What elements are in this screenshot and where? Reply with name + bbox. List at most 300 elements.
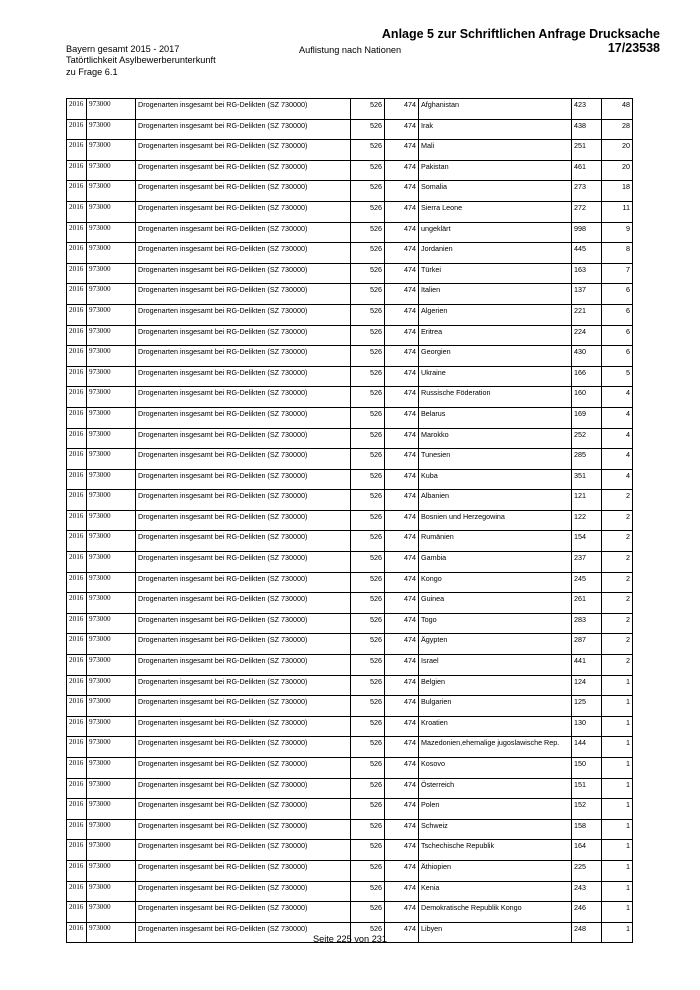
cell-total-cases: 526 <box>351 634 385 655</box>
cell-description: Drogenarten insgesamt bei RG-Delikten (SZ 730000) <box>136 346 351 367</box>
cell-nationality-code: 150 <box>572 758 602 779</box>
cell-nationality-code: 124 <box>572 675 602 696</box>
table-row <box>67 160 633 181</box>
cell-solved-cases: 474 <box>385 819 419 840</box>
cell-nationality-code: 283 <box>572 613 602 634</box>
cell-solved-cases: 474 <box>385 531 419 552</box>
table-row <box>67 778 633 799</box>
cell-description: Drogenarten insgesamt bei RG-Delikten (SZ 730000) <box>136 593 351 614</box>
cell-description: Drogenarten insgesamt bei RG-Delikten (SZ 730000) <box>136 675 351 696</box>
cell-year: 2016 <box>67 696 87 717</box>
cell-year: 2016 <box>67 490 87 511</box>
cell-nationality: Kuba <box>419 469 572 490</box>
cell-solved-cases: 474 <box>385 716 419 737</box>
cell-description: Drogenarten insgesamt bei RG-Delikten (SZ 730000) <box>136 552 351 573</box>
table-row <box>67 469 633 490</box>
cell-nationality-code: 261 <box>572 593 602 614</box>
cell-solved-cases: 474 <box>385 387 419 408</box>
cell-year: 2016 <box>67 881 87 902</box>
cell-total-cases: 526 <box>351 840 385 861</box>
cell-description: Drogenarten insgesamt bei RG-Delikten (SZ 730000) <box>136 304 351 325</box>
cell-description: Drogenarten insgesamt bei RG-Delikten (SZ 730000) <box>136 119 351 140</box>
cell-suspect-count: 48 <box>602 99 633 120</box>
cell-year: 2016 <box>67 201 87 222</box>
cell-nationality: Russische Föderation <box>419 387 572 408</box>
cell-nationality: Mazedonien,ehemalige jugoslawische Rep. <box>419 737 572 758</box>
cell-suspect-count: 1 <box>602 778 633 799</box>
cell-year: 2016 <box>67 449 87 470</box>
cell-description: Drogenarten insgesamt bei RG-Delikten (SZ 730000) <box>136 428 351 449</box>
cell-suspect-count: 4 <box>602 428 633 449</box>
cell-offense-code: 973000 <box>87 922 136 943</box>
cell-total-cases: 526 <box>351 902 385 923</box>
cell-nationality-code: 152 <box>572 799 602 820</box>
cell-nationality-code: 438 <box>572 119 602 140</box>
table-row <box>67 428 633 449</box>
cell-nationality: Bulgarien <box>419 696 572 717</box>
cell-year: 2016 <box>67 325 87 346</box>
cell-description: Drogenarten insgesamt bei RG-Delikten (SZ 730000) <box>136 449 351 470</box>
cell-solved-cases: 474 <box>385 284 419 305</box>
cell-nationality: Guinea <box>419 593 572 614</box>
cell-year: 2016 <box>67 510 87 531</box>
cell-total-cases: 526 <box>351 325 385 346</box>
cell-year: 2016 <box>67 428 87 449</box>
cell-nationality-code: 237 <box>572 552 602 573</box>
cell-total-cases: 526 <box>351 572 385 593</box>
cell-year: 2016 <box>67 552 87 573</box>
cell-description: Drogenarten insgesamt bei RG-Delikten (SZ 730000) <box>136 778 351 799</box>
cell-solved-cases: 474 <box>385 902 419 923</box>
cell-suspect-count: 2 <box>602 531 633 552</box>
cell-offense-code: 973000 <box>87 902 136 923</box>
meta-line-question: zu Frage 6.1 <box>66 66 118 77</box>
cell-solved-cases: 474 <box>385 860 419 881</box>
cell-total-cases: 526 <box>351 181 385 202</box>
cell-nationality-code: 166 <box>572 366 602 387</box>
cell-year: 2016 <box>67 140 87 161</box>
cell-year: 2016 <box>67 222 87 243</box>
cell-nationality: Israel <box>419 655 572 676</box>
cell-nationality-code: 248 <box>572 922 602 943</box>
cell-solved-cases: 474 <box>385 366 419 387</box>
table-row <box>67 510 633 531</box>
cell-solved-cases: 474 <box>385 407 419 428</box>
table-row <box>67 387 633 408</box>
cell-solved-cases: 474 <box>385 572 419 593</box>
cell-offense-code: 973000 <box>87 449 136 470</box>
cell-nationality: Marokko <box>419 428 572 449</box>
cell-total-cases: 526 <box>351 737 385 758</box>
cell-total-cases: 526 <box>351 490 385 511</box>
cell-total-cases: 526 <box>351 160 385 181</box>
cell-description: Drogenarten insgesamt bei RG-Delikten (SZ 730000) <box>136 469 351 490</box>
table-row <box>67 119 633 140</box>
cell-nationality-code: 287 <box>572 634 602 655</box>
cell-suspect-count: 18 <box>602 181 633 202</box>
document-title: Anlage 5 zur Schriftlichen Anfrage Drucksache 17/23538 <box>381 27 660 55</box>
cell-nationality: Algerien <box>419 304 572 325</box>
table-row <box>67 99 633 120</box>
cell-suspect-count: 4 <box>602 387 633 408</box>
cell-offense-code: 973000 <box>87 510 136 531</box>
nationality-table <box>66 98 633 943</box>
cell-total-cases: 526 <box>351 552 385 573</box>
cell-nationality: Österreich <box>419 778 572 799</box>
cell-offense-code: 973000 <box>87 243 136 264</box>
cell-suspect-count: 9 <box>602 222 633 243</box>
cell-nationality-code: 158 <box>572 819 602 840</box>
cell-year: 2016 <box>67 572 87 593</box>
table-row <box>67 284 633 305</box>
cell-description: Drogenarten insgesamt bei RG-Delikten (SZ 730000) <box>136 840 351 861</box>
cell-solved-cases: 474 <box>385 552 419 573</box>
cell-solved-cases: 474 <box>385 613 419 634</box>
cell-nationality: Albanien <box>419 490 572 511</box>
table-row <box>67 552 633 573</box>
cell-nationality: Türkei <box>419 263 572 284</box>
cell-solved-cases: 474 <box>385 346 419 367</box>
cell-suspect-count: 1 <box>602 716 633 737</box>
cell-nationality-code: 252 <box>572 428 602 449</box>
cell-year: 2016 <box>67 860 87 881</box>
cell-offense-code: 973000 <box>87 881 136 902</box>
cell-suspect-count: 2 <box>602 593 633 614</box>
cell-description: Drogenarten insgesamt bei RG-Delikten (SZ 730000) <box>136 902 351 923</box>
cell-description: Drogenarten insgesamt bei RG-Delikten (SZ 730000) <box>136 758 351 779</box>
cell-nationality-code: 351 <box>572 469 602 490</box>
cell-total-cases: 526 <box>351 387 385 408</box>
cell-year: 2016 <box>67 655 87 676</box>
cell-suspect-count: 4 <box>602 469 633 490</box>
cell-nationality-code: 169 <box>572 407 602 428</box>
cell-nationality: Tschechische Republik <box>419 840 572 861</box>
cell-total-cases: 526 <box>351 346 385 367</box>
cell-nationality: Mali <box>419 140 572 161</box>
cell-description: Drogenarten insgesamt bei RG-Delikten (SZ 730000) <box>136 201 351 222</box>
cell-suspect-count: 4 <box>602 407 633 428</box>
cell-suspect-count: 2 <box>602 655 633 676</box>
cell-total-cases: 526 <box>351 243 385 264</box>
table-row <box>67 737 633 758</box>
cell-year: 2016 <box>67 263 87 284</box>
cell-total-cases: 526 <box>351 140 385 161</box>
cell-year: 2016 <box>67 346 87 367</box>
table-row <box>67 696 633 717</box>
cell-solved-cases: 474 <box>385 140 419 161</box>
cell-total-cases: 526 <box>351 593 385 614</box>
cell-description: Drogenarten insgesamt bei RG-Delikten (SZ 730000) <box>136 222 351 243</box>
cell-total-cases: 526 <box>351 675 385 696</box>
cell-year: 2016 <box>67 675 87 696</box>
cell-suspect-count: 2 <box>602 572 633 593</box>
cell-nationality: Irak <box>419 119 572 140</box>
cell-description: Drogenarten insgesamt bei RG-Delikten (SZ 730000) <box>136 655 351 676</box>
cell-description: Drogenarten insgesamt bei RG-Delikten (SZ 730000) <box>136 696 351 717</box>
cell-nationality: ungeklärt <box>419 222 572 243</box>
cell-nationality-code: 251 <box>572 140 602 161</box>
cell-total-cases: 526 <box>351 201 385 222</box>
cell-year: 2016 <box>67 613 87 634</box>
table-row <box>67 593 633 614</box>
cell-offense-code: 973000 <box>87 840 136 861</box>
cell-nationality-code: 461 <box>572 160 602 181</box>
cell-suspect-count: 2 <box>602 552 633 573</box>
cell-offense-code: 973000 <box>87 613 136 634</box>
cell-solved-cases: 474 <box>385 449 419 470</box>
cell-offense-code: 973000 <box>87 490 136 511</box>
cell-solved-cases: 474 <box>385 634 419 655</box>
cell-description: Drogenarten insgesamt bei RG-Delikten (SZ 730000) <box>136 531 351 552</box>
cell-solved-cases: 474 <box>385 840 419 861</box>
cell-total-cases: 526 <box>351 778 385 799</box>
cell-offense-code: 973000 <box>87 99 136 120</box>
cell-total-cases: 526 <box>351 696 385 717</box>
cell-nationality-code: 272 <box>572 201 602 222</box>
cell-suspect-count: 1 <box>602 758 633 779</box>
cell-description: Drogenarten insgesamt bei RG-Delikten (SZ 730000) <box>136 181 351 202</box>
cell-nationality: Belgien <box>419 675 572 696</box>
table-row <box>67 634 633 655</box>
cell-nationality: Libyen <box>419 922 572 943</box>
cell-solved-cases: 474 <box>385 119 419 140</box>
cell-suspect-count: 6 <box>602 346 633 367</box>
table-row <box>67 758 633 779</box>
cell-total-cases: 526 <box>351 366 385 387</box>
cell-suspect-count: 2 <box>602 510 633 531</box>
cell-nationality: Rumänien <box>419 531 572 552</box>
cell-nationality-code: 225 <box>572 860 602 881</box>
cell-suspect-count: 1 <box>602 902 633 923</box>
table-row <box>67 181 633 202</box>
cell-suspect-count: 28 <box>602 119 633 140</box>
cell-nationality: Belarus <box>419 407 572 428</box>
cell-description: Drogenarten insgesamt bei RG-Delikten (SZ 730000) <box>136 387 351 408</box>
cell-total-cases: 526 <box>351 655 385 676</box>
cell-year: 2016 <box>67 758 87 779</box>
table-row <box>67 449 633 470</box>
cell-offense-code: 973000 <box>87 346 136 367</box>
cell-total-cases: 526 <box>351 407 385 428</box>
cell-solved-cases: 474 <box>385 922 419 943</box>
cell-total-cases: 526 <box>351 510 385 531</box>
cell-nationality-code: 163 <box>572 263 602 284</box>
cell-nationality: Gambia <box>419 552 572 573</box>
cell-year: 2016 <box>67 634 87 655</box>
table-row <box>67 572 633 593</box>
cell-year: 2016 <box>67 243 87 264</box>
cell-suspect-count: 7 <box>602 263 633 284</box>
cell-offense-code: 973000 <box>87 819 136 840</box>
cell-suspect-count: 6 <box>602 325 633 346</box>
table-row <box>67 263 633 284</box>
cell-total-cases: 526 <box>351 222 385 243</box>
cell-suspect-count: 6 <box>602 304 633 325</box>
cell-suspect-count: 1 <box>602 881 633 902</box>
cell-description: Drogenarten insgesamt bei RG-Delikten (SZ 730000) <box>136 737 351 758</box>
table-row <box>67 304 633 325</box>
cell-offense-code: 973000 <box>87 696 136 717</box>
cell-year: 2016 <box>67 819 87 840</box>
table-row <box>67 531 633 552</box>
cell-description: Drogenarten insgesamt bei RG-Delikten (SZ 730000) <box>136 160 351 181</box>
cell-nationality-code: 998 <box>572 222 602 243</box>
cell-offense-code: 973000 <box>87 778 136 799</box>
cell-description: Drogenarten insgesamt bei RG-Delikten (SZ 730000) <box>136 366 351 387</box>
cell-suspect-count: 2 <box>602 490 633 511</box>
cell-offense-code: 973000 <box>87 140 136 161</box>
cell-nationality-code: 154 <box>572 531 602 552</box>
cell-solved-cases: 474 <box>385 737 419 758</box>
cell-nationality-code: 273 <box>572 181 602 202</box>
cell-nationality-code: 160 <box>572 387 602 408</box>
cell-nationality-code: 122 <box>572 510 602 531</box>
cell-offense-code: 973000 <box>87 572 136 593</box>
cell-suspect-count: 4 <box>602 449 633 470</box>
cell-nationality-code: 243 <box>572 881 602 902</box>
cell-nationality: Tunesien <box>419 449 572 470</box>
cell-nationality: Kosovo <box>419 758 572 779</box>
table-row <box>67 860 633 881</box>
cell-offense-code: 973000 <box>87 325 136 346</box>
table-row <box>67 819 633 840</box>
cell-nationality-code: 430 <box>572 346 602 367</box>
cell-offense-code: 973000 <box>87 181 136 202</box>
cell-total-cases: 526 <box>351 99 385 120</box>
cell-solved-cases: 474 <box>385 881 419 902</box>
cell-year: 2016 <box>67 407 87 428</box>
cell-nationality-code: 285 <box>572 449 602 470</box>
table-row <box>67 902 633 923</box>
cell-nationality: Kroatien <box>419 716 572 737</box>
cell-suspect-count: 1 <box>602 860 633 881</box>
cell-year: 2016 <box>67 387 87 408</box>
cell-nationality: Kongo <box>419 572 572 593</box>
cell-solved-cases: 474 <box>385 758 419 779</box>
table-body <box>67 99 633 943</box>
cell-year: 2016 <box>67 284 87 305</box>
cell-nationality: Ägypten <box>419 634 572 655</box>
cell-offense-code: 973000 <box>87 634 136 655</box>
table-row <box>67 799 633 820</box>
table-row <box>67 840 633 861</box>
cell-year: 2016 <box>67 778 87 799</box>
cell-nationality-code: 246 <box>572 902 602 923</box>
cell-description: Drogenarten insgesamt bei RG-Delikten (SZ 730000) <box>136 325 351 346</box>
cell-solved-cases: 474 <box>385 99 419 120</box>
cell-solved-cases: 474 <box>385 655 419 676</box>
cell-total-cases: 526 <box>351 531 385 552</box>
table-row <box>67 325 633 346</box>
cell-suspect-count: 20 <box>602 160 633 181</box>
cell-nationality-code: 130 <box>572 716 602 737</box>
cell-nationality: Jordanien <box>419 243 572 264</box>
table-row <box>67 490 633 511</box>
cell-description: Drogenarten insgesamt bei RG-Delikten (SZ 730000) <box>136 716 351 737</box>
table-row <box>67 613 633 634</box>
cell-nationality: Polen <box>419 799 572 820</box>
cell-suspect-count: 1 <box>602 675 633 696</box>
cell-nationality: Sierra Leone <box>419 201 572 222</box>
cell-solved-cases: 474 <box>385 799 419 820</box>
cell-total-cases: 526 <box>351 716 385 737</box>
cell-solved-cases: 474 <box>385 201 419 222</box>
table-row <box>67 201 633 222</box>
cell-description: Drogenarten insgesamt bei RG-Delikten (SZ 730000) <box>136 799 351 820</box>
cell-nationality-code: 151 <box>572 778 602 799</box>
cell-description: Drogenarten insgesamt bei RG-Delikten (SZ 730000) <box>136 490 351 511</box>
cell-nationality-code: 245 <box>572 572 602 593</box>
table-row <box>67 655 633 676</box>
cell-description: Drogenarten insgesamt bei RG-Delikten (SZ 730000) <box>136 140 351 161</box>
cell-year: 2016 <box>67 181 87 202</box>
cell-description: Drogenarten insgesamt bei RG-Delikten (SZ 730000) <box>136 881 351 902</box>
cell-nationality: Demokratische Republik Kongo <box>419 902 572 923</box>
table-row <box>67 140 633 161</box>
cell-nationality: Äthiopien <box>419 860 572 881</box>
cell-year: 2016 <box>67 160 87 181</box>
cell-year: 2016 <box>67 99 87 120</box>
cell-offense-code: 973000 <box>87 407 136 428</box>
cell-total-cases: 526 <box>351 449 385 470</box>
cell-description: Drogenarten insgesamt bei RG-Delikten (SZ 730000) <box>136 243 351 264</box>
cell-total-cases: 526 <box>351 819 385 840</box>
cell-solved-cases: 474 <box>385 243 419 264</box>
table-row <box>67 222 633 243</box>
cell-suspect-count: 20 <box>602 140 633 161</box>
cell-nationality: Somalia <box>419 181 572 202</box>
cell-offense-code: 973000 <box>87 222 136 243</box>
cell-suspect-count: 2 <box>602 613 633 634</box>
meta-line-scope: Bayern gesamt 2015 - 2017 <box>66 44 180 54</box>
cell-suspect-count: 11 <box>602 201 633 222</box>
cell-solved-cases: 474 <box>385 304 419 325</box>
cell-year: 2016 <box>67 593 87 614</box>
table-row <box>67 366 633 387</box>
cell-total-cases: 526 <box>351 428 385 449</box>
cell-total-cases: 526 <box>351 860 385 881</box>
cell-offense-code: 973000 <box>87 552 136 573</box>
cell-solved-cases: 474 <box>385 778 419 799</box>
cell-solved-cases: 474 <box>385 428 419 449</box>
cell-description: Drogenarten insgesamt bei RG-Delikten (SZ 730000) <box>136 860 351 881</box>
cell-solved-cases: 474 <box>385 181 419 202</box>
cell-offense-code: 973000 <box>87 655 136 676</box>
cell-nationality-code: 221 <box>572 304 602 325</box>
cell-year: 2016 <box>67 840 87 861</box>
cell-year: 2016 <box>67 922 87 943</box>
cell-year: 2016 <box>67 119 87 140</box>
cell-description: Drogenarten insgesamt bei RG-Delikten (SZ 730000) <box>136 922 351 943</box>
cell-offense-code: 973000 <box>87 737 136 758</box>
cell-offense-code: 973000 <box>87 593 136 614</box>
table-row <box>67 675 633 696</box>
cell-solved-cases: 474 <box>385 469 419 490</box>
cell-nationality-code: 137 <box>572 284 602 305</box>
table-row <box>67 243 633 264</box>
cell-suspect-count: 2 <box>602 634 633 655</box>
cell-nationality: Afghanistan <box>419 99 572 120</box>
cell-year: 2016 <box>67 716 87 737</box>
cell-offense-code: 973000 <box>87 860 136 881</box>
cell-total-cases: 526 <box>351 263 385 284</box>
table-row <box>67 881 633 902</box>
cell-suspect-count: 6 <box>602 284 633 305</box>
cell-nationality: Togo <box>419 613 572 634</box>
cell-offense-code: 973000 <box>87 387 136 408</box>
cell-description: Drogenarten insgesamt bei RG-Delikten (SZ 730000) <box>136 572 351 593</box>
cell-year: 2016 <box>67 366 87 387</box>
